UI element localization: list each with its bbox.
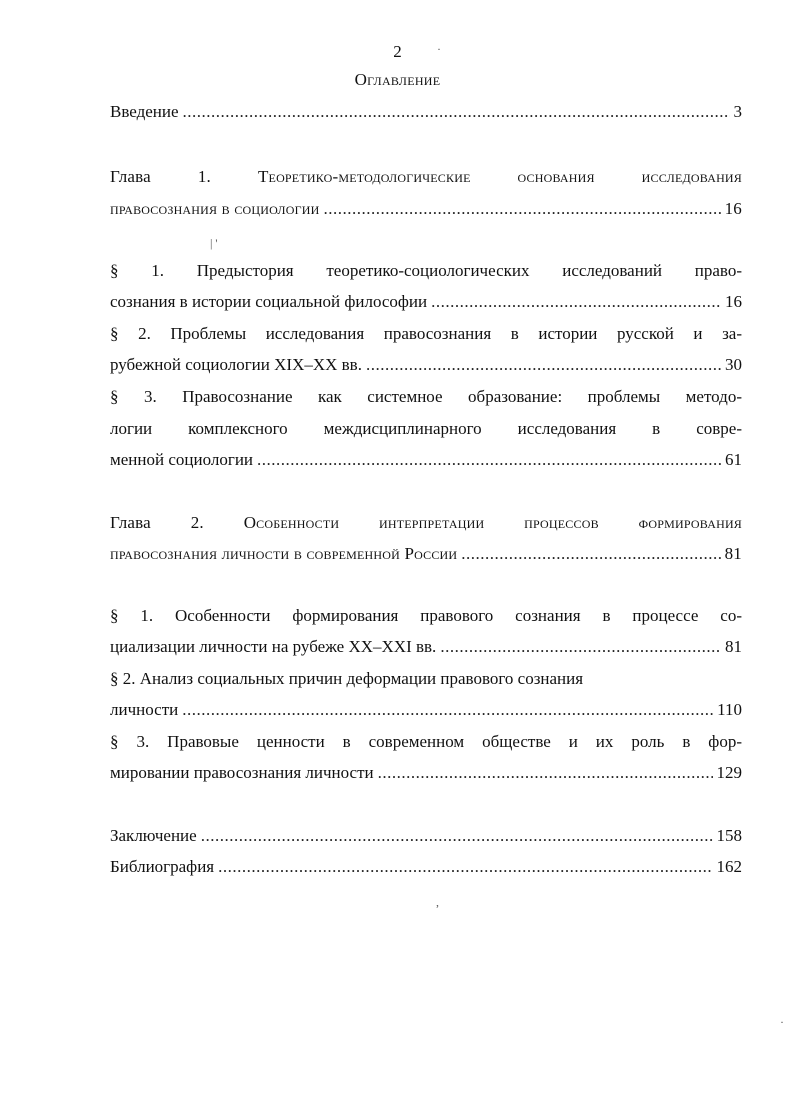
chapter2-heading-line1[interactable]: [110, 511, 742, 535]
leader-dots: [440, 635, 721, 659]
chapter-heading-text: правосознания в социологии: [110, 199, 320, 218]
toc-entry-bibliography[interactable]: [110, 855, 742, 879]
chapter-heading-text: Особенности интерпретации процессов формирования: [243, 513, 743, 532]
toc-section-entry[interactable]: [110, 635, 742, 659]
toc-section-text: сознания в истории социальной философии: [110, 292, 428, 311]
toc-section-entry[interactable]: [110, 448, 742, 472]
leader-dots: [378, 761, 713, 785]
scan-speck: | ': [210, 236, 218, 250]
leader-dots: [431, 290, 721, 314]
toc-page-number: 61: [725, 450, 742, 469]
chapter1-heading-line2[interactable]: [110, 197, 742, 221]
toc-entry-intro[interactable]: [110, 100, 742, 124]
toc-page-number: 129: [716, 763, 742, 782]
toc-page-number: 110: [717, 700, 742, 719]
toc-section-line[interactable]: § 3. Правовые ценности в современном обществе и их роль в фор-: [110, 732, 742, 751]
toc-section-line[interactable]: § 2. Анализ социальных причин деформации правового сознания: [110, 669, 584, 688]
toc-page-number: 16: [725, 292, 742, 311]
toc-entry-text: Библиография: [110, 857, 215, 876]
scan-speck: ,: [436, 895, 439, 909]
toc-section-text: личности: [110, 700, 179, 719]
chapter1-heading-line1[interactable]: [110, 165, 742, 189]
page-number: 2: [393, 42, 402, 61]
leader-dots: [324, 197, 721, 221]
chapter2-heading-line2[interactable]: [110, 542, 742, 566]
toc-page-number: 81: [724, 544, 742, 563]
toc-entry-conclusion[interactable]: [110, 824, 742, 848]
toc-section-entry[interactable]: [110, 353, 742, 377]
toc-page-number: 81: [725, 637, 742, 656]
toc-section-text: мировании правосознания личности: [110, 763, 374, 782]
toc-title: Оглавление: [354, 70, 441, 89]
toc-page-number: 3: [733, 102, 742, 121]
toc-entry-text: Заключение: [110, 826, 197, 845]
leader-dots: [218, 855, 712, 879]
leader-dots: [183, 100, 730, 124]
leader-dots: [201, 824, 713, 848]
toc-section-entry[interactable]: [110, 761, 742, 785]
toc-page-number: 16: [724, 199, 742, 218]
toc-page-number: 162: [716, 857, 742, 876]
toc-page-number: 30: [725, 355, 742, 374]
toc-section-line[interactable]: § 2. Проблемы исследования правосознания в истории русской и за-: [110, 324, 742, 343]
toc-section-entry[interactable]: [110, 290, 742, 314]
toc-section-text: циализации личности на рубеже XX–XXI вв.: [110, 637, 437, 656]
scan-speck: ·: [437, 42, 441, 56]
leader-dots: [182, 698, 713, 722]
chapter-label: Глава 2.: [110, 513, 204, 532]
toc-section-line[interactable]: § 3. Правосознание как системное образование: проблемы методо-: [110, 387, 742, 406]
toc-entry-text: Введение: [110, 102, 179, 121]
leader-dots: [257, 448, 721, 472]
toc-page-number: 158: [716, 826, 742, 845]
chapter-heading-text: правосознания личности в современной России: [110, 544, 458, 563]
toc-section-line[interactable]: § 1. Особенности формирования правового сознания в процессе со-: [110, 606, 742, 625]
toc-section-text: рубежной социологии XIX–XX вв.: [110, 355, 362, 374]
toc-section-line[interactable]: логии комплексного междисциплинарного исследования в совре-: [110, 419, 742, 438]
toc-section-line[interactable]: § 1. Предыстория теоретико-социологических исследований право-: [110, 261, 742, 280]
toc-section-entry[interactable]: [110, 698, 742, 722]
chapter-label: Глава 1.: [110, 167, 212, 186]
toc-section-text: менной социологии: [110, 450, 254, 469]
leader-dots: [461, 542, 720, 566]
leader-dots: [366, 353, 721, 377]
chapter-heading-text: Теоретико-методологические основания исследования: [257, 167, 743, 186]
scan-speck: ·: [780, 1015, 784, 1029]
